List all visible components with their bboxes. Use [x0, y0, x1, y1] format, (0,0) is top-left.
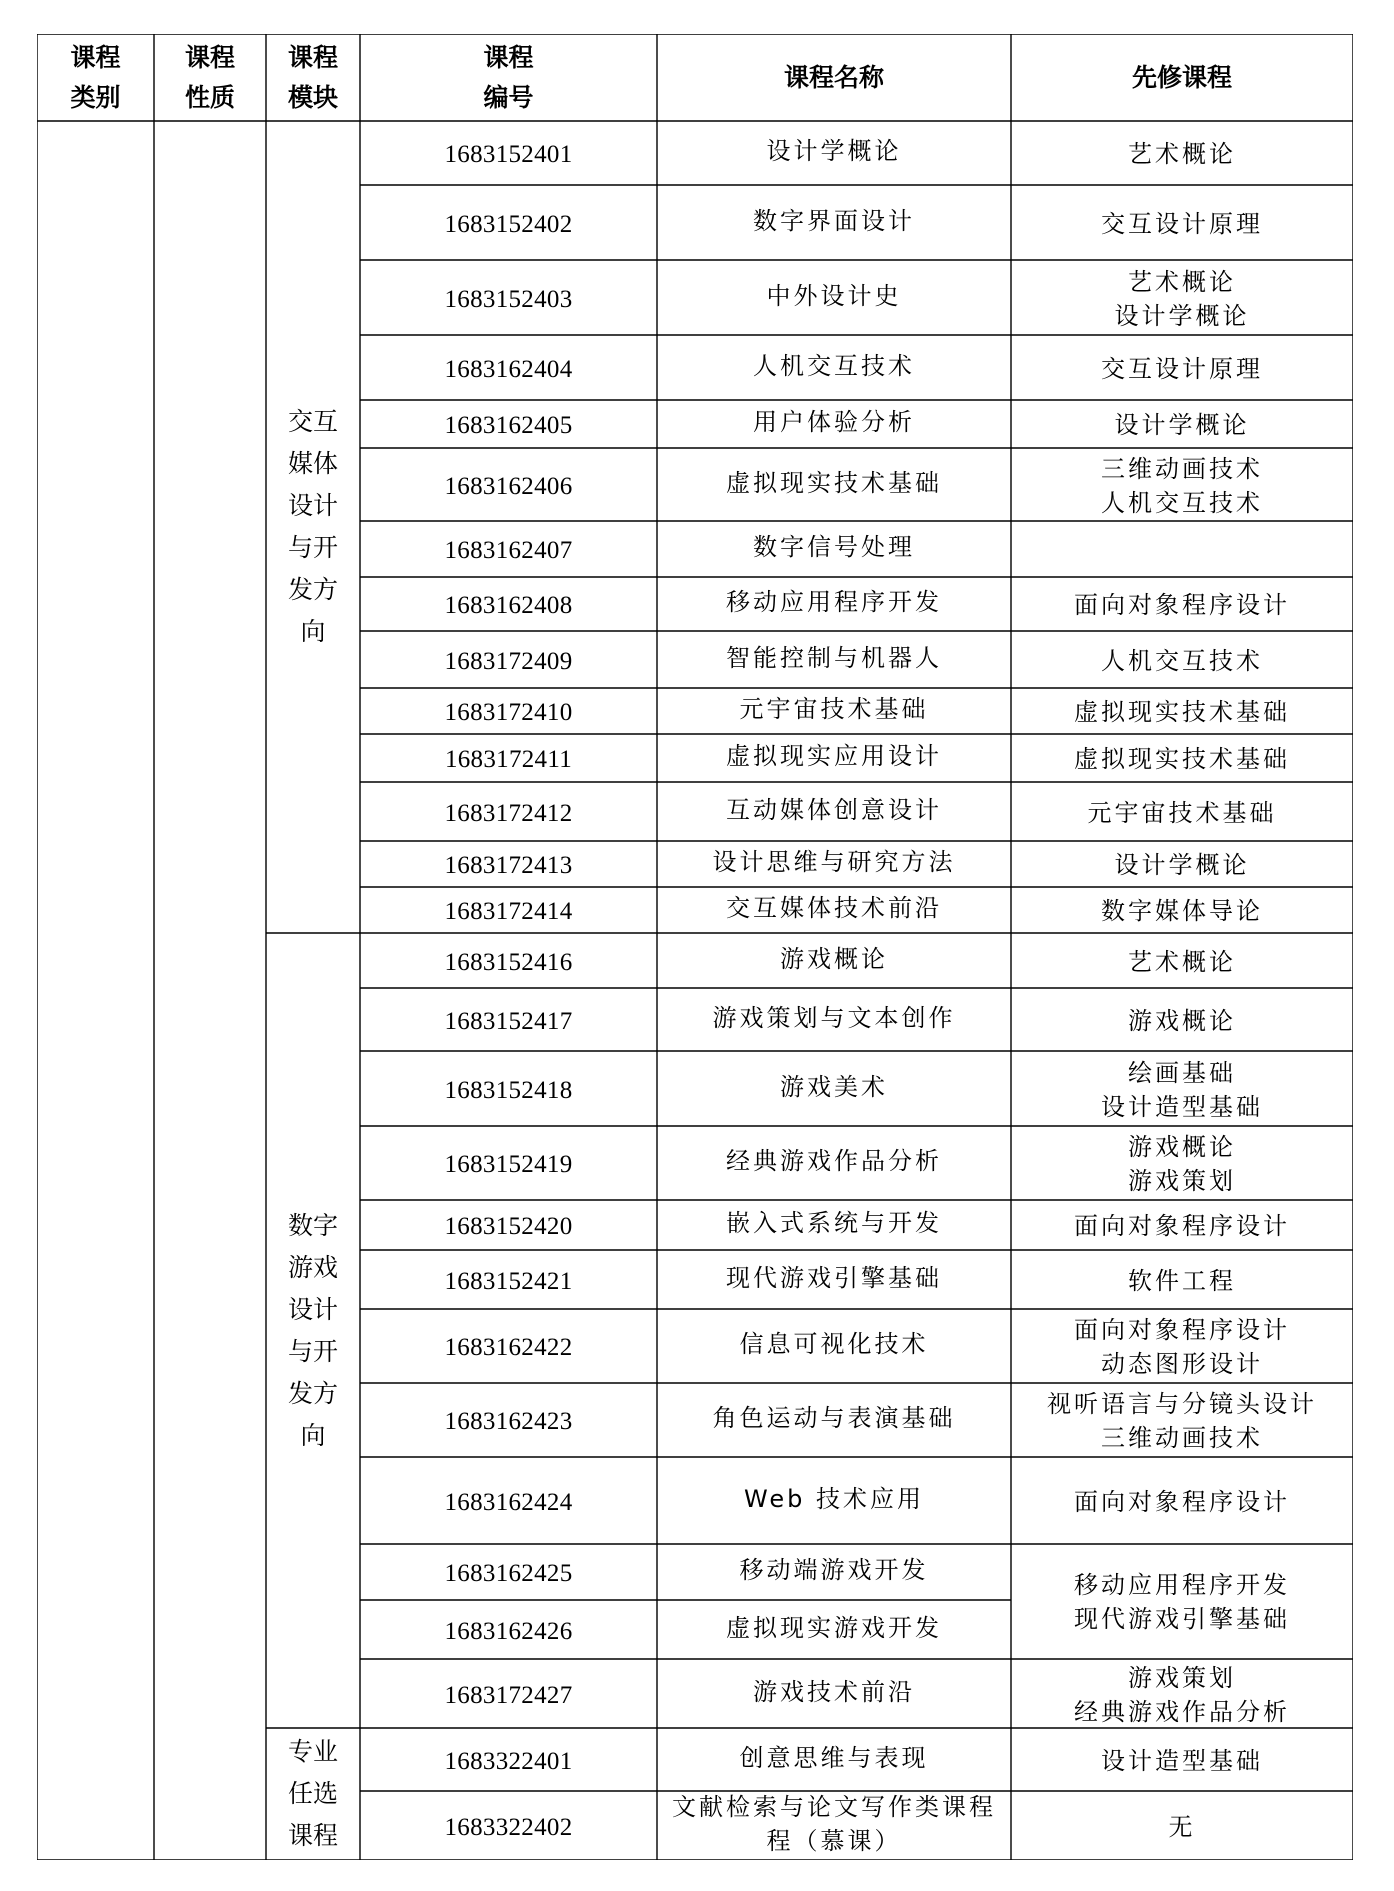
- header-category: 课程 类别: [70, 42, 121, 112]
- course-prerequisite: 交互设计原理: [1101, 354, 1263, 383]
- course-code: 1683172412: [444, 799, 573, 827]
- course-name: 元宇宙技术基础: [739, 695, 929, 723]
- course-name: 交互媒体技术前沿: [726, 894, 942, 922]
- course-name: 设计学概论: [766, 137, 902, 165]
- header-name: 课程名称: [783, 62, 884, 92]
- course-prerequisite: 交互设计原理: [1101, 209, 1263, 238]
- course-code: 1683162422: [444, 1334, 573, 1361]
- course-name: 中外设计史: [766, 281, 902, 310]
- course-name: Web 技术应用: [744, 1484, 924, 1513]
- header-prereq: 先修课程: [1131, 62, 1232, 92]
- course-name: 数字信号处理: [753, 533, 915, 561]
- course-name: 移动应用程序开发: [726, 588, 942, 616]
- course-prerequisite: 虚拟现实技术基础: [1074, 745, 1290, 773]
- course-prerequisite: 艺术概论: [1128, 947, 1236, 976]
- course-prerequisite: 设计造型基础: [1101, 1746, 1263, 1775]
- course-name: 虚拟现实技术基础: [726, 468, 942, 497]
- course-name: 设计思维与研究方法: [712, 848, 956, 876]
- course-name: 游戏概论: [780, 944, 888, 973]
- course-code: 1683162423: [444, 1408, 573, 1435]
- course-code: 1683172427: [444, 1681, 573, 1709]
- course-code: 1683152418: [444, 1076, 573, 1104]
- course-name: 用户体验分析: [753, 408, 915, 436]
- course-name: 游戏美术: [780, 1072, 888, 1101]
- course-code: 1683152403: [444, 285, 573, 313]
- course-name: 虚拟现实游戏开发: [726, 1613, 942, 1642]
- course-name: 文献检索与论文写作类课程 程（慕课）: [672, 1792, 996, 1855]
- course-code: 1683152421: [444, 1267, 573, 1295]
- course-name: 经典游戏作品分析: [726, 1147, 942, 1175]
- course-code: 1683162426: [444, 1617, 573, 1645]
- course-name: 嵌入式系统与开发: [726, 1209, 942, 1237]
- course-name: 互动媒体创意设计: [726, 795, 942, 824]
- course-code: 1683152416: [444, 948, 573, 976]
- course-prerequisite: 移动应用程序开发 现代游戏引擎基础: [1074, 1570, 1290, 1633]
- course-code: 1683162405: [444, 412, 573, 439]
- course-prerequisite: 面向对象程序设计: [1074, 1212, 1290, 1240]
- course-code: 1683152420: [444, 1213, 573, 1240]
- course-prerequisite: 面向对象程序设计 动态图形设计: [1074, 1316, 1290, 1378]
- course-code: 1683172409: [444, 647, 573, 675]
- course-code: 1683322401: [444, 1747, 573, 1775]
- course-code: 1683162408: [444, 592, 573, 619]
- course-code: 1683172413: [444, 852, 573, 879]
- course-prerequisite: 绘画基础 设计造型基础: [1101, 1058, 1263, 1121]
- course-prerequisite: [1011, 521, 1353, 577]
- course-code: 1683172410: [444, 699, 573, 726]
- course-code: 1683162424: [444, 1488, 573, 1516]
- course-code: 1683172414: [444, 898, 573, 925]
- course-name: 现代游戏引擎基础: [726, 1263, 942, 1292]
- course-prerequisite: 设计学概论: [1114, 411, 1250, 439]
- course-prerequisite: 游戏概论: [1128, 1006, 1236, 1035]
- course-prerequisite: 游戏概论 游戏策划: [1128, 1133, 1236, 1195]
- course-prerequisite: 虚拟现实技术基础: [1074, 698, 1290, 726]
- course-prerequisite: 游戏策划 经典游戏作品分析: [1074, 1663, 1290, 1726]
- module-cell: 专业 任选 课程: [287, 1737, 338, 1850]
- course-prerequisite: 艺术概论: [1128, 140, 1236, 168]
- header-module: 课程 模块: [287, 42, 338, 112]
- course-name: 数字界面设计: [753, 206, 915, 235]
- course-prerequisite: 软件工程: [1128, 1266, 1236, 1295]
- course-code: 1683162404: [444, 355, 573, 383]
- module-cell: 交互 媒体 设计 与开 发方 向: [287, 407, 338, 646]
- course-prerequisite: 人机交互技术: [1101, 646, 1263, 675]
- course-name: 智能控制与机器人: [726, 643, 942, 672]
- course-code: 1683162406: [444, 472, 573, 500]
- course-name: 游戏技术前沿: [753, 1677, 915, 1706]
- course-name: 创意思维与表现: [739, 1743, 929, 1772]
- course-table: [37, 34, 1353, 1860]
- course-code: 1683152401: [444, 141, 573, 168]
- course-prerequisite: 数字媒体导论: [1101, 897, 1263, 925]
- course-prerequisite: 面向对象程序设计: [1074, 591, 1290, 619]
- course-prerequisite: 三维动画技术 人机交互技术: [1101, 454, 1263, 517]
- course-name: 角色运动与表演基础: [712, 1404, 956, 1432]
- course-name: 虚拟现实应用设计: [726, 742, 942, 770]
- course-prerequisite: 艺术概论 设计学概论: [1114, 267, 1250, 330]
- course-prerequisite: 元宇宙技术基础: [1087, 798, 1277, 827]
- course-code: 1683172411: [444, 746, 573, 773]
- course-prerequisite: 面向对象程序设计: [1074, 1487, 1290, 1516]
- course-code: 1683162425: [444, 1560, 573, 1587]
- course-code: 1683152419: [444, 1151, 573, 1178]
- course-name: 游戏策划与文本创作: [712, 1003, 956, 1032]
- header-nature: 课程 性质: [184, 42, 235, 112]
- course-code: 1683152417: [444, 1007, 573, 1035]
- course-name: 人机交互技术: [753, 351, 915, 380]
- course-prerequisite: 设计学概论: [1114, 851, 1250, 879]
- header-code: 课程 编号: [483, 42, 534, 112]
- course-code: 1683152402: [444, 210, 573, 238]
- course-name: 信息可视化技术: [739, 1330, 929, 1358]
- course-code: 1683322402: [444, 1813, 573, 1841]
- course-prerequisite: 视听语言与分镜头设计 三维动画技术: [1047, 1390, 1317, 1452]
- module-cell: 数字 游戏 设计 与开 发方 向: [287, 1210, 338, 1450]
- course-code: 1683162407: [444, 537, 573, 564]
- course-prerequisite: 无: [1168, 1812, 1196, 1841]
- course-name: 移动端游戏开发: [739, 1556, 929, 1584]
